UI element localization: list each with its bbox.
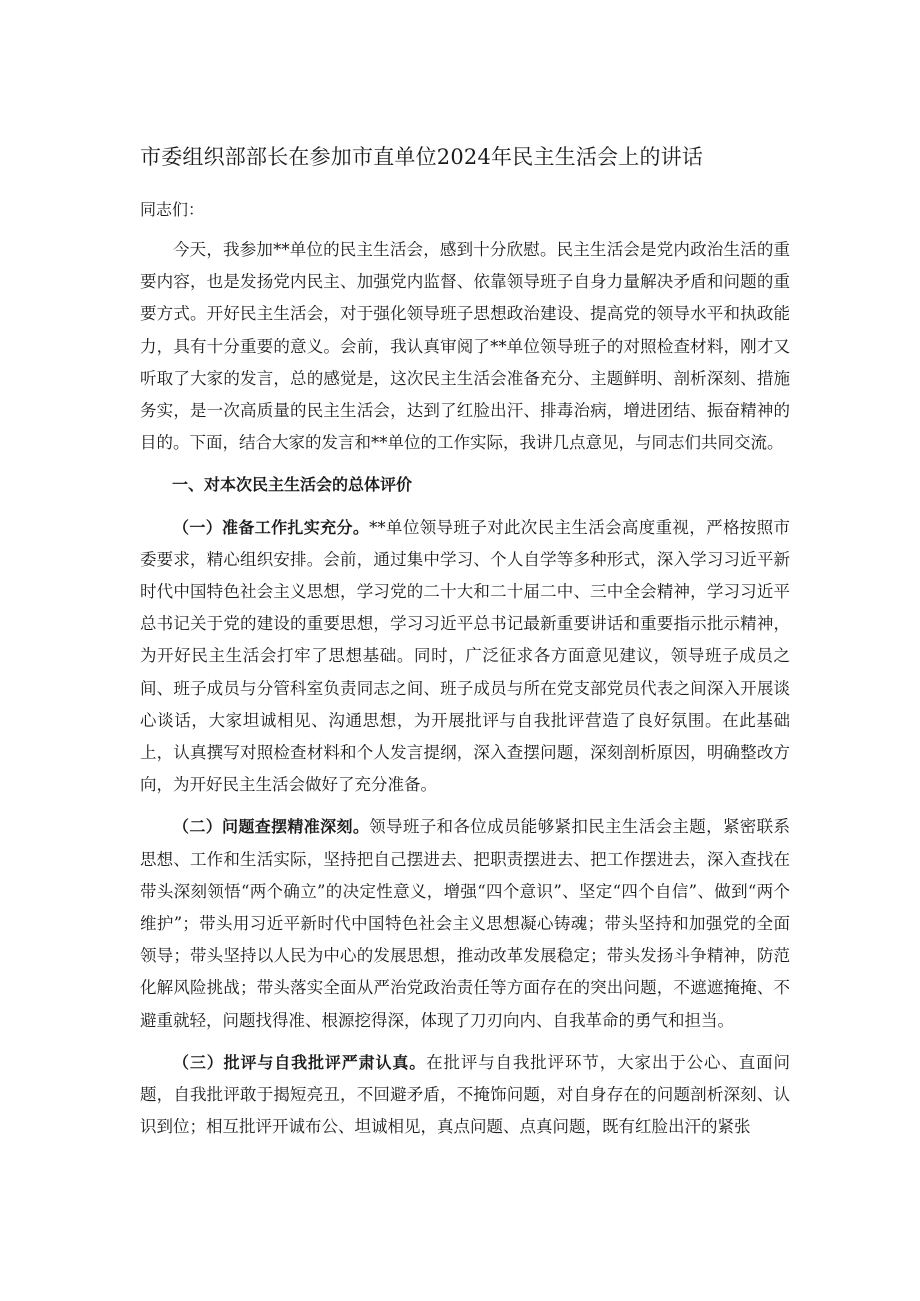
subsection-heading-1: （一）准备工作扎实充分。 xyxy=(173,517,370,537)
subsection-paragraph-2 xyxy=(140,811,790,1036)
subsection-heading-2: （二）问题查摆精准深刻。 xyxy=(173,817,370,837)
document-title: 市委组织部部长在参加市直单位2024年民主生活会上的讲话 xyxy=(140,145,704,169)
section-heading-1: 一、对本次民主生活会的总体评价 xyxy=(172,475,413,495)
subsection-paragraph-3 xyxy=(140,1047,790,1144)
document-body xyxy=(140,234,790,1143)
subsection-text-3: 在批评与自我批评环节，大家出于公心、直面问题，自我批评敢于揭短亮丑，不回避矛盾，不掩饰问题，对自身存在的问题剖析深刻、认识到位；相互批评开诚布公、坦诚相见，真点问题、点真问题，既有红脸出汗的紧张 xyxy=(140,1052,790,1137)
subsection-text-1: **单位领导班子对此次民主生活会高度重视，严格按照市委要求，精心组织安排。会前，通过集中学习、个人自学等多种形式，深入学习习近平新时代中国特色社会主义思想，学习党的二十大和二十届二中、三中全会精神，学习习近平总书记关于党的建设的重要思想，学习习近平总书记最新重要讲话和重要指示批示精神，为开好民主生活会打牢了思想基础。同时，广泛征求各方面意见建议，领导班子成员之间、班子成员与分管科室负责同志之间、班子成员与所在党支部党员代表之间深入开展谈心谈话，大家坦诚相见、沟通思想，为开展批评与自我批评营造了良好氛围。在此基础上，认真撰写对照检查材料和个人发言提纲，深入查摆问题，深刻剖析原因，明确整改方向，为开好民主生活会做好了充分准备。 xyxy=(140,517,790,795)
intro-paragraph: 今天，我参加**单位的民主生活会，感到十分欣慰。民主生活会是党内政治生活的重要内容，也是发扬党内民主、加强党内监督、依靠领导班子自身力量解决矛盾和问题的重要方式。开好民主生活会，对于强化领导班子思想政治建设、提高党的领导水平和执政能力，具有十分重要的意义。会前，我认真审阅了**单位领导班子的对照检查材料，刚才又听取了大家的发言，总的感觉是，这次民主生活会准备充分、主题鲜明、剖析深刻、措施务实，是一次高质量的民主生活会，达到了红脸出汗、排毒治病，增进团结、振奋精神的目的。下面，结合大家的发言和**单位的工作实际，我讲几点意见，与同志们共同交流。 xyxy=(140,240,790,453)
subsection-heading-3: （三）批评与自我批评严肃认真。 xyxy=(173,1052,427,1072)
subsection-text-2: 领导班子和各位成员能够紧扣民主生活会主题，紧密联系思想、工作和生活实际，坚持把自己摆进去、把职责摆进去、把工作摆进去，深入查找在带头深刻领悟“两个确立”的决定性意义，增强“四个意识”、坚定“四个自信”、做到“两个维护”；带头用习近平新时代中国特色社会主义思想凝心铸魂；带头坚持和加强党的全面领导；带头坚持以人民为中心的发展思想，推动改革发展稳定；带头发扬斗争精神，防范化解风险挑战；带头落实全面从严治党政治责任等方面存在的突出问题，不遮遮掩掩、不避重就轻，问题找得准、根源挖得深，体现了刀刃向内、自我革命的勇气和担当。 xyxy=(140,817,790,1030)
greeting: 同志们： xyxy=(140,200,205,219)
subsection-paragraph-1 xyxy=(140,512,790,802)
